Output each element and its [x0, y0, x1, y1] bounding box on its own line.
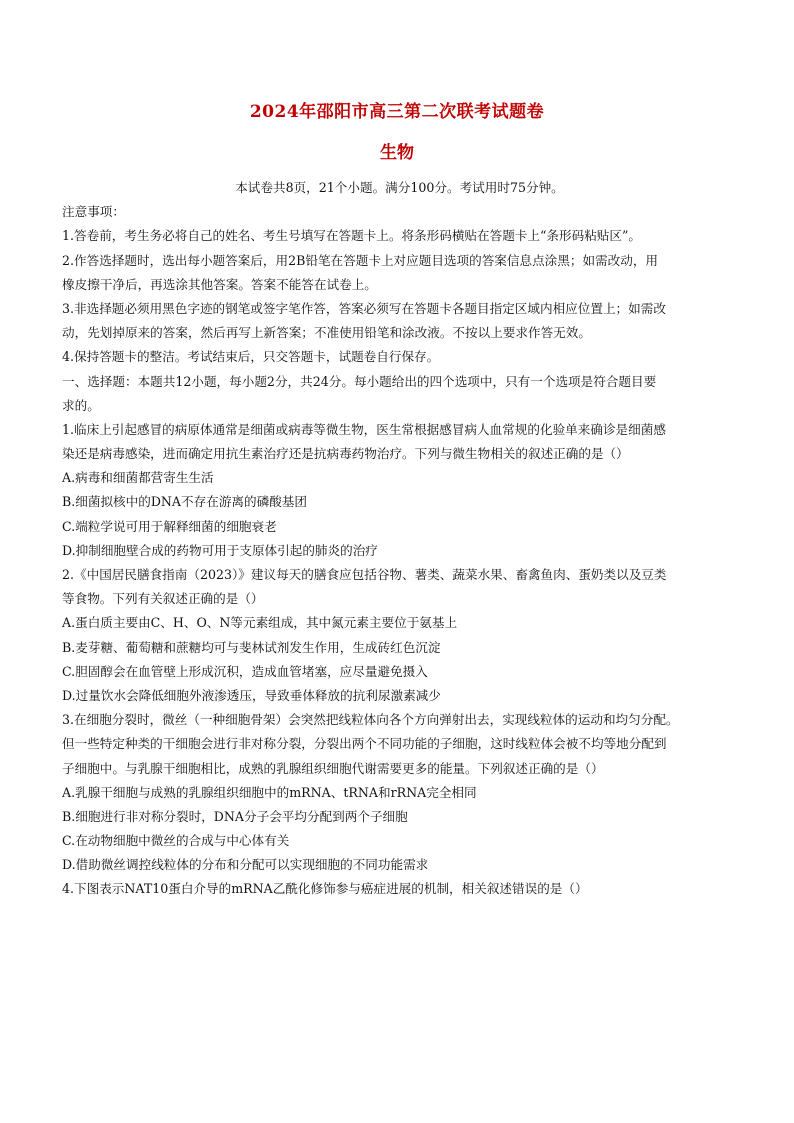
option-d: D.抑制细胞壁合成的药物可用于支原体引起的肺炎的治疗	[62, 542, 378, 558]
option-b: B.麦芽糖、葡萄糖和蔗糖均可与斐林试剂发生作用，生成砖红色沉淀	[62, 639, 441, 655]
option-c: C.胆固醇会在血管壁上形成沉积，造成血管堵塞，应尽量避免摄入	[62, 663, 428, 679]
notes-heading: 注意事项：	[62, 204, 125, 220]
exam-info: 本试卷共8页，21个小题。满分100分。考试用时75分钟。	[235, 180, 564, 195]
question-4	[62, 877, 737, 901]
exam-content	[62, 176, 737, 902]
section-line: 求的。	[62, 397, 100, 413]
exam-title: 2024年邵阳市高三第二次联考试题卷	[249, 102, 545, 122]
option-a: A.蛋白质主要由C、H、O、N等元素组成，其中氮元素主要位于氨基上	[62, 615, 458, 631]
option-d: D.过量饮水会降低细胞外液渗透压，导致垂体释放的抗利尿激素减少	[62, 687, 441, 703]
question-stem-line: 子细胞中。与乳腺干细胞相比，成熟的乳腺组织细胞代谢需要更多的能量。下列叙述正确的是（）	[62, 760, 604, 776]
note-line: 2.作答选择题时，选出每小题答案后，用2B铅笔在答题卡上对应题目选项的答案信息点涂黑；如需改动，用	[62, 252, 659, 268]
question-stem-line: 等食物。下列有关叙述正确的是（）	[62, 591, 264, 607]
note-line: 3.非选择题必须用黑色字迹的钢笔或签字笔作答，答案必须写在答题卡各题目指定区域内相应位置上；如需改	[62, 300, 666, 316]
question-stem-line: 染还是病毒感染，进而确定用抗生素治疗还是抗病毒药物治疗。下列与微生物相关的叙述正确的是（）	[62, 446, 629, 462]
option-c: C.在动物细胞中微丝的合成与中心体有关	[62, 833, 290, 849]
note-line: 橡皮擦干净后，再选涂其他答案。答案不能答在试卷上。	[62, 276, 377, 292]
notes-list	[62, 224, 737, 369]
question-stem-line: 3.在细胞分裂时，微丝（一种细胞骨架）会突然把线粒体向各个方向弹射出去，实现线粒体的运动和均匀分配。	[62, 712, 679, 728]
question-stem-line: 1.临床上引起感冒的病原体通常是细菌或病毒等微生物，医生常根据感冒病人血常规的化验单来确诊是细菌感	[62, 421, 666, 437]
section-line: 一、选择题：本题共12小题，每小题2分，共24分。每小题给出的四个选项中，只有一个选项是符合题目要	[62, 373, 657, 389]
option-b: B.细菌拟核中的DNA不存在游离的磷酸基团	[62, 494, 307, 510]
option-d: D.借助微丝调控线粒体的分布和分配可以实现细胞的不同功能需求	[62, 857, 429, 873]
note-line: 1.答卷前，考生务必将自己的姓名、考生号填写在答题卡上。将条形码横贴在答题卡上“条形码粘贴区”。	[62, 228, 642, 244]
note-line: 4.保持答题卡的整洁。考试结束后，只交答题卡，试题卷自行保存。	[62, 349, 440, 365]
question-stem-line: 但一些特定种类的干细胞会进行非对称分裂，分裂出两个不同功能的子细胞，这时线粒体会被不均等地分配到	[62, 736, 667, 752]
option-a: A.乳腺干细胞与成熟的乳腺组织细胞中的mRNA、tRNA和rRNA完全相同	[62, 784, 477, 800]
option-c: C.端粒学说可用于解释细菌的细胞衰老	[62, 518, 277, 534]
section-heading	[62, 370, 737, 418]
question-2	[62, 563, 737, 708]
subject-title: 生物	[380, 143, 414, 163]
option-b: B.细胞进行非对称分裂时，DNA分子会平均分配到两个子细胞	[62, 808, 408, 824]
question-1	[62, 418, 737, 563]
question-stem-line: 2.《中国居民膳食指南（2023）》建议每天的膳食应包括谷物、薯类、蔬菜水果、畜禽鱼肉、蛋奶类以及豆类	[62, 567, 667, 582]
note-line: 动，先划掉原来的答案，然后再写上新答案；不准使用铅笔和涂改液。不按以上要求作答无效。	[62, 325, 591, 341]
question-3	[62, 708, 737, 877]
option-a: A.病毒和细菌都营寄生生活	[62, 470, 214, 486]
question-stem-line: 4.下图表示NAT10蛋白介导的mRNA乙酰化修饰参与癌症进展的机制，相关叙述错误的是（）	[62, 881, 588, 897]
